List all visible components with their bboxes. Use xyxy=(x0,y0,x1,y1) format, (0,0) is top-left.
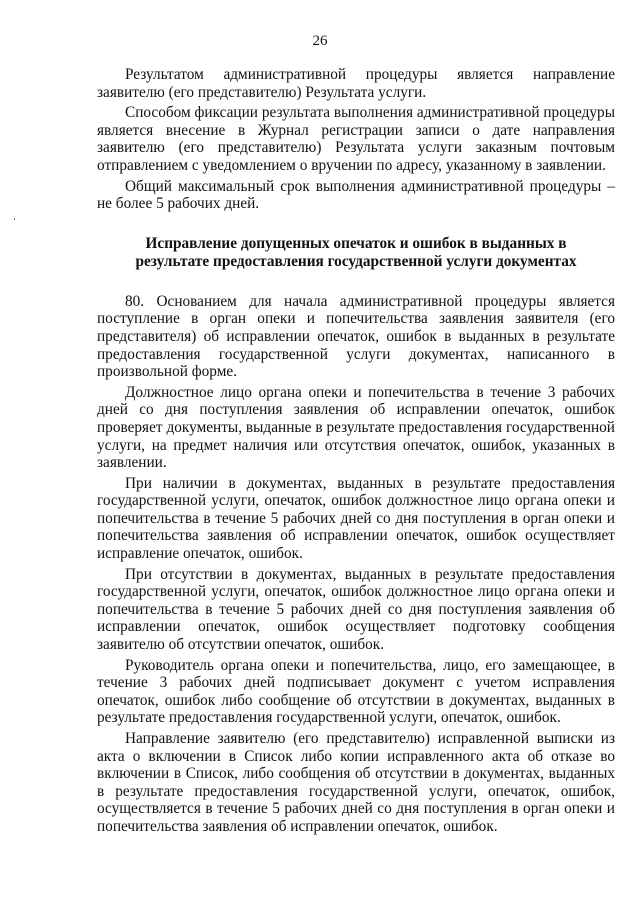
paragraph-sending: Направление заявителю (его представителю) исправленной выписки из акта о включении в Список либо копии исправленного акта об отказе во включении в Список, либо сообщения об отсутствии в документах, выданных в результате предоставления государственной услуги, опечаток, ошибок, осуществляется в течение 5 рабочих дней со дня поступления в орган опеки и попечительства заявления об исправлении опечаток, ошибок. xyxy=(97,730,615,835)
paragraph-max-term: Общий максимальный срок выполнения административной процедуры – не более 5 рабочих дней. xyxy=(97,177,615,213)
paragraph-80-basis: 80. Основанием для начала административной процедуры является поступление в орган опеки и попечительства заявления заявителя (его представителя) об исправлении опечаток, ошибок в выданных в результате предоставления государственной услуги документах, написанного в произвольной форме. xyxy=(97,292,615,381)
page-number: 26 xyxy=(312,33,328,49)
paragraph-errors-present: При наличии в документах, выданных в результате предоставления государственной услуги, опечаток, ошибок должностное лицо органа опеки и попечительства в течение 5 рабочих дней со дня поступления в орган опеки и попечительства заявления об исправлении опечаток, ошибок осуществляет исправление опечаток, ошибок. xyxy=(97,474,615,563)
document-body xyxy=(97,66,615,836)
paragraph-errors-absent: При отсутствии в документах, выданных в результате предоставления государственной услуги, опечаток, ошибок должностное лицо органа опеки и попечительства в течение 5 рабочих дней со дня поступления заявления об исправлении опечаток, ошибок осуществляет подготовку сообщения заявителю об отсутствии опечаток, ошибок. xyxy=(97,565,615,654)
paragraph-head-signs: Руководитель органа опеки и попечительства, лицо, его замещающее, в течение 3 рабочих дней подписывает документ с учетом исправления опечаток, ошибок либо сообщение об отсутствии в документах, выданных в результате предоставления государственной услуги, опечаток, ошибок. xyxy=(97,656,615,727)
margin-mark xyxy=(14,218,15,220)
paragraph-fixation-method: Способом фиксации результата выполнения административной процедуры является внесение в Журнал регистрации записи о дате направления заявителю (его представителю) Результата услуги заказным почтовым отправлением с уведомлением о вручении по адресу, указанному в заявлении. xyxy=(97,104,615,174)
paragraph-official-check: Должностное лицо органа опеки и попечительства в течение 3 рабочих дней со дня поступления заявления об исправлении опечаток, ошибок проверяет документы, выданные в результате предоставления государственной услуги, на предмет наличия или отсутствия опечаток, ошибок, указанных в заявлении. xyxy=(97,383,615,472)
paragraph-result: Результатом административной процедуры является направление заявителю (его представителю) Результата услуги. xyxy=(97,66,615,101)
section-heading: Исправление допущенных опечаток и ошибок в выданных в результате предоставления государственной услуги документах xyxy=(135,234,577,270)
